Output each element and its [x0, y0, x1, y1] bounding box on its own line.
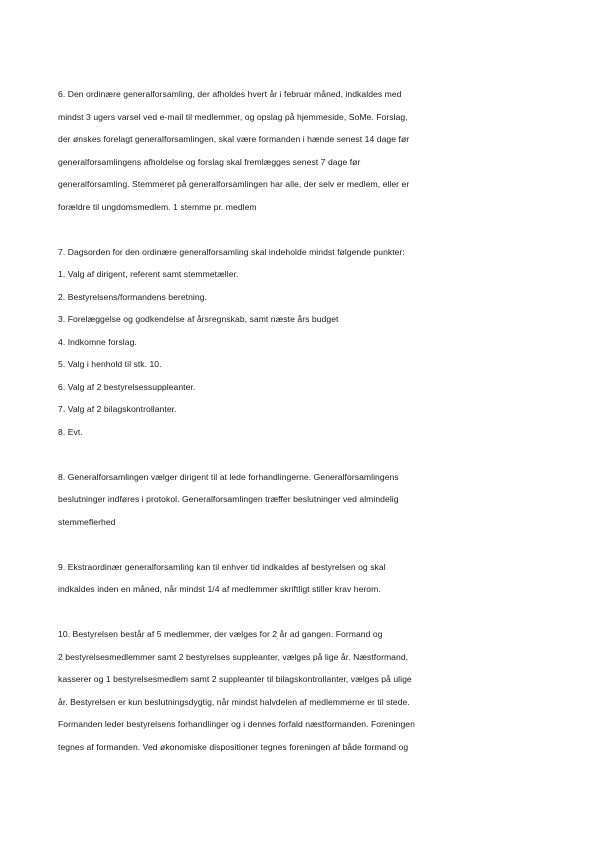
- agenda-item: 2. Bestyrelsens/formandens beretning.: [58, 291, 207, 302]
- text-line: beslutninger indføres i protokol. Generalforsamlingen træffer beslutninger ved almindelig: [58, 494, 399, 504]
- text-line: Formanden leder bestyrelsens forhandlinger og i dennes forfald næstformanden. Foreningen: [58, 719, 415, 729]
- text-line: 6. Den ordinære generalforsamling, der afholdes hvert år i februar måned, indkaldes med: [58, 89, 402, 99]
- agenda-item: 5. Valg i henhold til stk. 10.: [58, 359, 162, 369]
- paragraph-section-9: [58, 556, 498, 601]
- text-line: generalforsamlingens afholdelse og forslag skal fremlægges senest 7 dage før: [58, 156, 361, 167]
- agenda-item: 4. Indkomne forslag.: [58, 336, 137, 347]
- text-line: 7. Dagsorden for den ordinære generalforsamling skal indeholde mindst følgende punkter:: [58, 246, 405, 257]
- agenda-item: 6. Valg af 2 bestyrelsessuppleanter.: [58, 381, 196, 392]
- text-line: 9. Ekstraordinær generalforsamling kan til enhver tid indkaldes af bestyrelsen og skal: [58, 561, 386, 572]
- text-line: 8. Generalforsamlingen vælger dirigent til at lede forhandlingerne. Generalforsamlingens: [58, 471, 399, 482]
- agenda-item: 1. Valg af dirigent, referent samt stemmetæller.: [58, 269, 239, 279]
- paragraph-section-8: [58, 466, 498, 534]
- text-line: 10. Bestyrelsen består af 5 medlemmer, der vælges for 2 år ad gangen. Formand og: [58, 629, 383, 639]
- text-line: stemmeflerhed: [58, 516, 116, 527]
- agenda-item: 7. Valg af 2 bilagskontrollanter.: [58, 404, 177, 414]
- paragraph-gap: [58, 601, 498, 624]
- text-line: 2 bestyrelsesmedlemmer samt 2 bestyrelses suppleanter, vælges på lige år. Næstformand,: [58, 651, 409, 662]
- paragraph-section-7: [58, 241, 498, 444]
- text-line: forældre til ungdomsmedlem. 1 stemme pr. medlem: [58, 201, 257, 212]
- text-line: generalforsamling. Stemmeret på generalforsamlingen har alle, der selv er medlem, eller er: [58, 179, 410, 189]
- paragraph-section-6: [58, 83, 498, 218]
- text-line: der ønskes forelagt generalforsamlingen, skal være formanden i hænde senest 14 dage før: [58, 134, 410, 144]
- paragraph-gap: [58, 533, 498, 556]
- text-line: år. Bestyrelsen er kun beslutningsdygtig, når mindst halvdelen af medlemmerne er til stede.: [58, 696, 410, 707]
- agenda-item: 3. Forelæggelse og godkendelse af årsregnskab, samt næste års budget: [58, 314, 339, 324]
- paragraph-section-10: [58, 623, 498, 758]
- document-body: [58, 83, 498, 758]
- agenda-item: 8. Evt.: [58, 426, 83, 437]
- paragraph-gap: [58, 218, 498, 241]
- text-line: kasserer og 1 bestyrelsesmedlem samt 2 suppleanter til bilagskontrollanter, vælges på ulige: [58, 674, 412, 684]
- text-line: indkaldes inden en måned, når mindst 1/4 af medlemmer skriftligt stiller krav herom.: [58, 584, 381, 594]
- text-line: tegnes af formanden. Ved økonomiske dispositioner tegnes foreningen af både formand og: [58, 741, 409, 752]
- paragraph-gap: [58, 443, 498, 466]
- text-line: mindst 3 ugers varsel ved e-mail til medlemmer, og opslag på hjemmeside, SoMe. Forslag,: [58, 111, 408, 122]
